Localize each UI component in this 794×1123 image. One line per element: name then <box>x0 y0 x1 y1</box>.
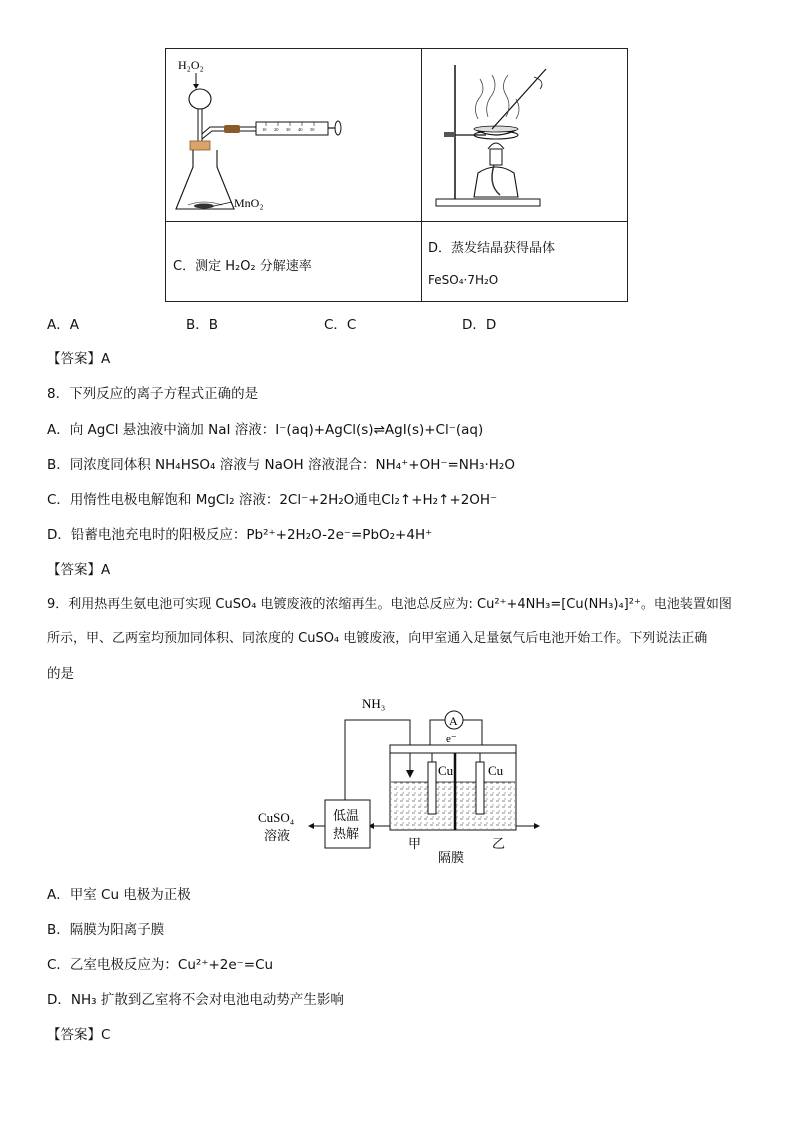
membrane-label: 隔膜 <box>438 850 465 865</box>
q9-option-c[interactable]: C．乙室电极反应为：Cu²⁺+2e⁻=Cu <box>47 957 274 973</box>
solution-label: 溶液 <box>264 828 291 843</box>
q8-stem: 8．下列反应的离子方程式正确的是 <box>47 386 259 402</box>
box-line1: 低温 <box>333 808 360 823</box>
svg-text:30: 30 <box>286 127 291 132</box>
table-row-divider <box>166 221 627 222</box>
option-d-formula: FeSO₄·7H₂O <box>428 273 499 287</box>
ammonia-battery-diagram <box>250 690 550 870</box>
q7-choice-c[interactable]: C．C <box>324 317 357 333</box>
q9-answer: 【答案】C <box>47 1027 111 1043</box>
apparatus-c-diagram <box>166 49 420 221</box>
cuso4-label: CuSO₄ <box>258 810 295 825</box>
q8-option-d[interactable]: D．铅蓄电池充电时的阳极反应：Pb²⁺+2H₂O-2e⁻=PbO₂+4H⁺ <box>47 527 433 543</box>
q8-option-c[interactable]: C．用惰性电极电解饱和 MgCl₂ 溶液：2Cl⁻+2H₂O通电Cl₂↑+H₂↑+2OH⁻ <box>47 492 498 508</box>
ammeter-icon: A <box>449 714 458 728</box>
apparatus-d-diagram <box>422 49 628 221</box>
q7-answer: 【答案】A <box>47 351 111 367</box>
q9-option-a[interactable]: A．甲室 Cu 电极为正极 <box>47 887 191 903</box>
q9-option-d[interactable]: D．NH₃ 扩散到乙室将不会对电池电动势产生影响 <box>47 992 344 1008</box>
q8-option-b[interactable]: B．同浓度同体积 NH₄HSO₄ 溶液与 NaOH 溶液混合：NH₄⁺+OH⁻=NH₃·H₂O <box>47 457 515 473</box>
q8-option-a[interactable]: A．向 AgCl 悬浊液中滴加 NaI 溶液：I⁻(aq)+AgCl(s)⇌AgI(s)+Cl⁻(aq) <box>47 422 484 438</box>
chamber-yi-label: 乙 <box>492 836 506 851</box>
h2o2-label: H₂O₂ <box>178 58 204 72</box>
cu-left-label: Cu <box>438 763 454 778</box>
q9-option-b[interactable]: B．隔膜为阳离子膜 <box>47 922 165 938</box>
electron-label: e⁻ <box>446 733 457 745</box>
chamber-jia-label: 甲 <box>408 836 422 851</box>
mno2-label: MnO₂ <box>234 196 264 210</box>
svg-text:20: 20 <box>274 127 279 132</box>
nh3-label: NH₃ <box>362 696 386 711</box>
cu-right-label: Cu <box>488 763 504 778</box>
option-d-description: D．蒸发结晶获得晶体 <box>428 241 556 256</box>
option-c-description: C．测定 H₂O₂ 分解速率 <box>173 259 312 274</box>
q8-answer: 【答案】A <box>47 562 111 578</box>
q7-choice-d[interactable]: D．D <box>462 317 497 333</box>
q7-options-table <box>165 48 628 302</box>
q9-stem-line1: 9．利用热再生氨电池可实现 CuSO₄ 电镀废液的浓缩再生。电池总反应为: Cu²⁺+4NH₃=[Cu(NH₃)₄]²⁺。电池装置如图 <box>47 597 732 612</box>
q7-choice-b[interactable]: B．B <box>186 317 219 333</box>
q9-stem-line3: 的是 <box>47 666 74 682</box>
box-line2: 热解 <box>333 826 360 841</box>
q9-stem-line2: 所示，甲、乙两室均预加同体积、同浓度的 CuSO₄ 电镀废液，向甲室通入足量氨气后电池开始工作。下列说法正确 <box>47 631 708 646</box>
svg-text:40: 40 <box>298 127 303 132</box>
svg-text:50: 50 <box>310 127 315 132</box>
svg-text:10: 10 <box>262 127 267 132</box>
q7-choice-a[interactable]: A．A <box>47 317 79 333</box>
